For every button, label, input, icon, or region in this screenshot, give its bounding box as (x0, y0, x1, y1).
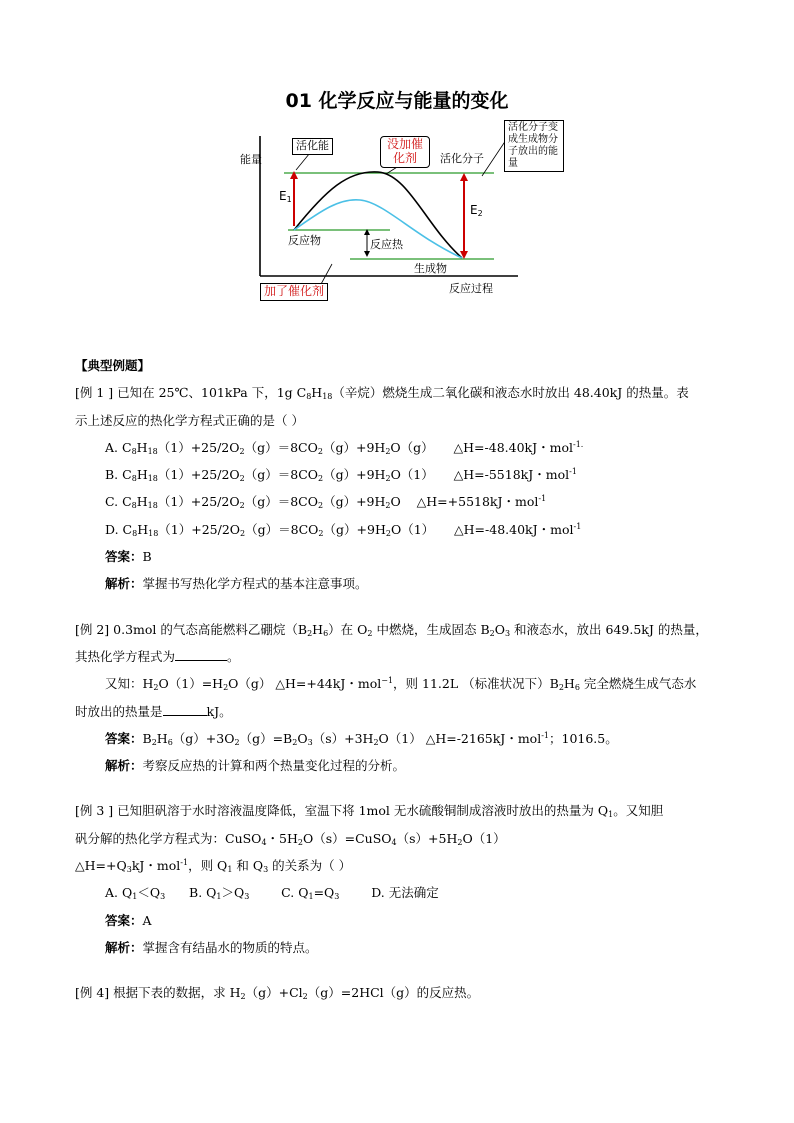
e2-label: $E_2$ (470, 203, 483, 218)
example3-analysis: 解析：掌握含有结晶水的物质的特点。 (105, 939, 318, 955)
example4-question: [例 4] 根据下表的数据，求 $H_2(g)+Cl_2(g)=2HCl(g)$的反应热。 (75, 985, 480, 1002)
example1-option-b: B. $C_8H_{18}(1)+25/2O_2(g)=8CO_2(g)+9H_2O(1)$ △H=-5518kJ・mol$^{-1}$ (105, 467, 577, 484)
example1-option-d: D. $C_8H_{18}(1)+25/2O_2(g)=8CO_2(g)+9H_2O(1)$ △H=-48.40kJ・mol$^{-1}$ (105, 521, 582, 538)
example3-answer: 答案：A (105, 912, 152, 928)
example2-question-line2: 其热化学方程式为 。 (75, 648, 240, 664)
example3-question-line1: [例 3 ] 已知胆矾溶于水时溶液温度降低，室温下将 1mol 无水硫酸铜制成溶液时放出的热量为 $Q_1$。又知胆 (75, 803, 664, 820)
example1-answer: 答案：B (105, 549, 152, 565)
page-title: 01 化学反应与能量的变化 (285, 90, 509, 112)
example1-option-c: C. $C_8H_{18}(1)+25/2O_2(g)=8CO_2(g)+9H_2O$ △H=+5518kJ・mol$^{-1}$ (105, 494, 547, 511)
example2-known: 又知：$H_2O(1)=H_2O(g)$ △H=+44kJ・mol$^{-1}$，则 11.2L （标准状况下）$B_2H_6$ 完全燃烧生成气态水 (105, 676, 697, 693)
example2-blank-1[interactable] (175, 648, 227, 661)
example1-option-a: A. $C_8H_{18}(1)+25/2O_2(g)=8CO_2(g)+9H_2O(g)$ △H=-48.40kJ・mol$^{-1.}$ (105, 439, 584, 456)
example2-question-line1: [例 2] 0.3mol 的气态高能燃料乙硼烷$(B_2H_6)$在 $O_2$ 中燃烧，生成固态 $B_2O_3$ 和液态水，放出 649.5kJ 的热量， (75, 621, 708, 638)
activated-molecule-label: 活化分子 (440, 152, 484, 165)
reaction-heat-label: 反应热 (370, 238, 403, 251)
example2-answer: 答案：$B_2H_6(g)+3O_2(g)=B_2O_3(s)+3H_2O(1)$ △H=-2165kJ・mol$^{-1}$；1016.5。 (105, 730, 618, 747)
example2-analysis: 解析：考察反应热的计算和两个热量变化过程的分析。 (105, 758, 406, 774)
with-catalyst-label: 加了催化剂 (260, 283, 328, 301)
no-catalyst-label: 没加催化剂 (380, 136, 430, 168)
example3-options: A. $Q_1<Q_3$ B. $Q_1>Q_3$ C. $Q_1=Q_3$ D. 无法确定 (105, 885, 439, 902)
product-label: 生成物 (414, 262, 447, 275)
released-energy-label: 活化分子变成生成物分子放出的能量 (504, 120, 564, 172)
document-body (75, 352, 723, 1007)
example1-question-line2: 示上述反应的热化学方程式正确的是（ ） (75, 412, 304, 428)
y-axis-label: 能量 (240, 153, 262, 166)
activation-energy-label: 活化能 (292, 138, 333, 155)
example3-question-line3: $\triangle H=+Q_3kJ$・mol$^{-1}$，则 $Q_1$ 和 $Q_3$ 的关系为（ ） (75, 858, 352, 875)
reactant-label: 反应物 (288, 234, 321, 247)
e1-label: $E_1$ (279, 189, 292, 204)
example2-blank-2[interactable] (163, 703, 207, 716)
example1-question-line1: [例 1 ] 已知在 25℃、101kPa 下，1g $C_8H_{18}$（辛烷）燃烧生成二氧化碳和液态水时放出 48.40kJ 的热量。表 (75, 385, 689, 402)
example2-question-line4: 时放出的热量是 kJ。 (75, 703, 232, 719)
energy-diagram (236, 118, 556, 308)
example1-analysis: 解析：掌握书写热化学方程式的基本注意事项。 (105, 576, 368, 592)
section-header: 【典型例题】 (75, 358, 151, 373)
example3-question-line2: 矾分解的热化学方程式为：CuSO$_4$・$5H_2O(s)=CuSO_4(s)+5H_2O(1)$ (75, 830, 506, 847)
x-axis-label: 反应过程 (449, 282, 493, 295)
